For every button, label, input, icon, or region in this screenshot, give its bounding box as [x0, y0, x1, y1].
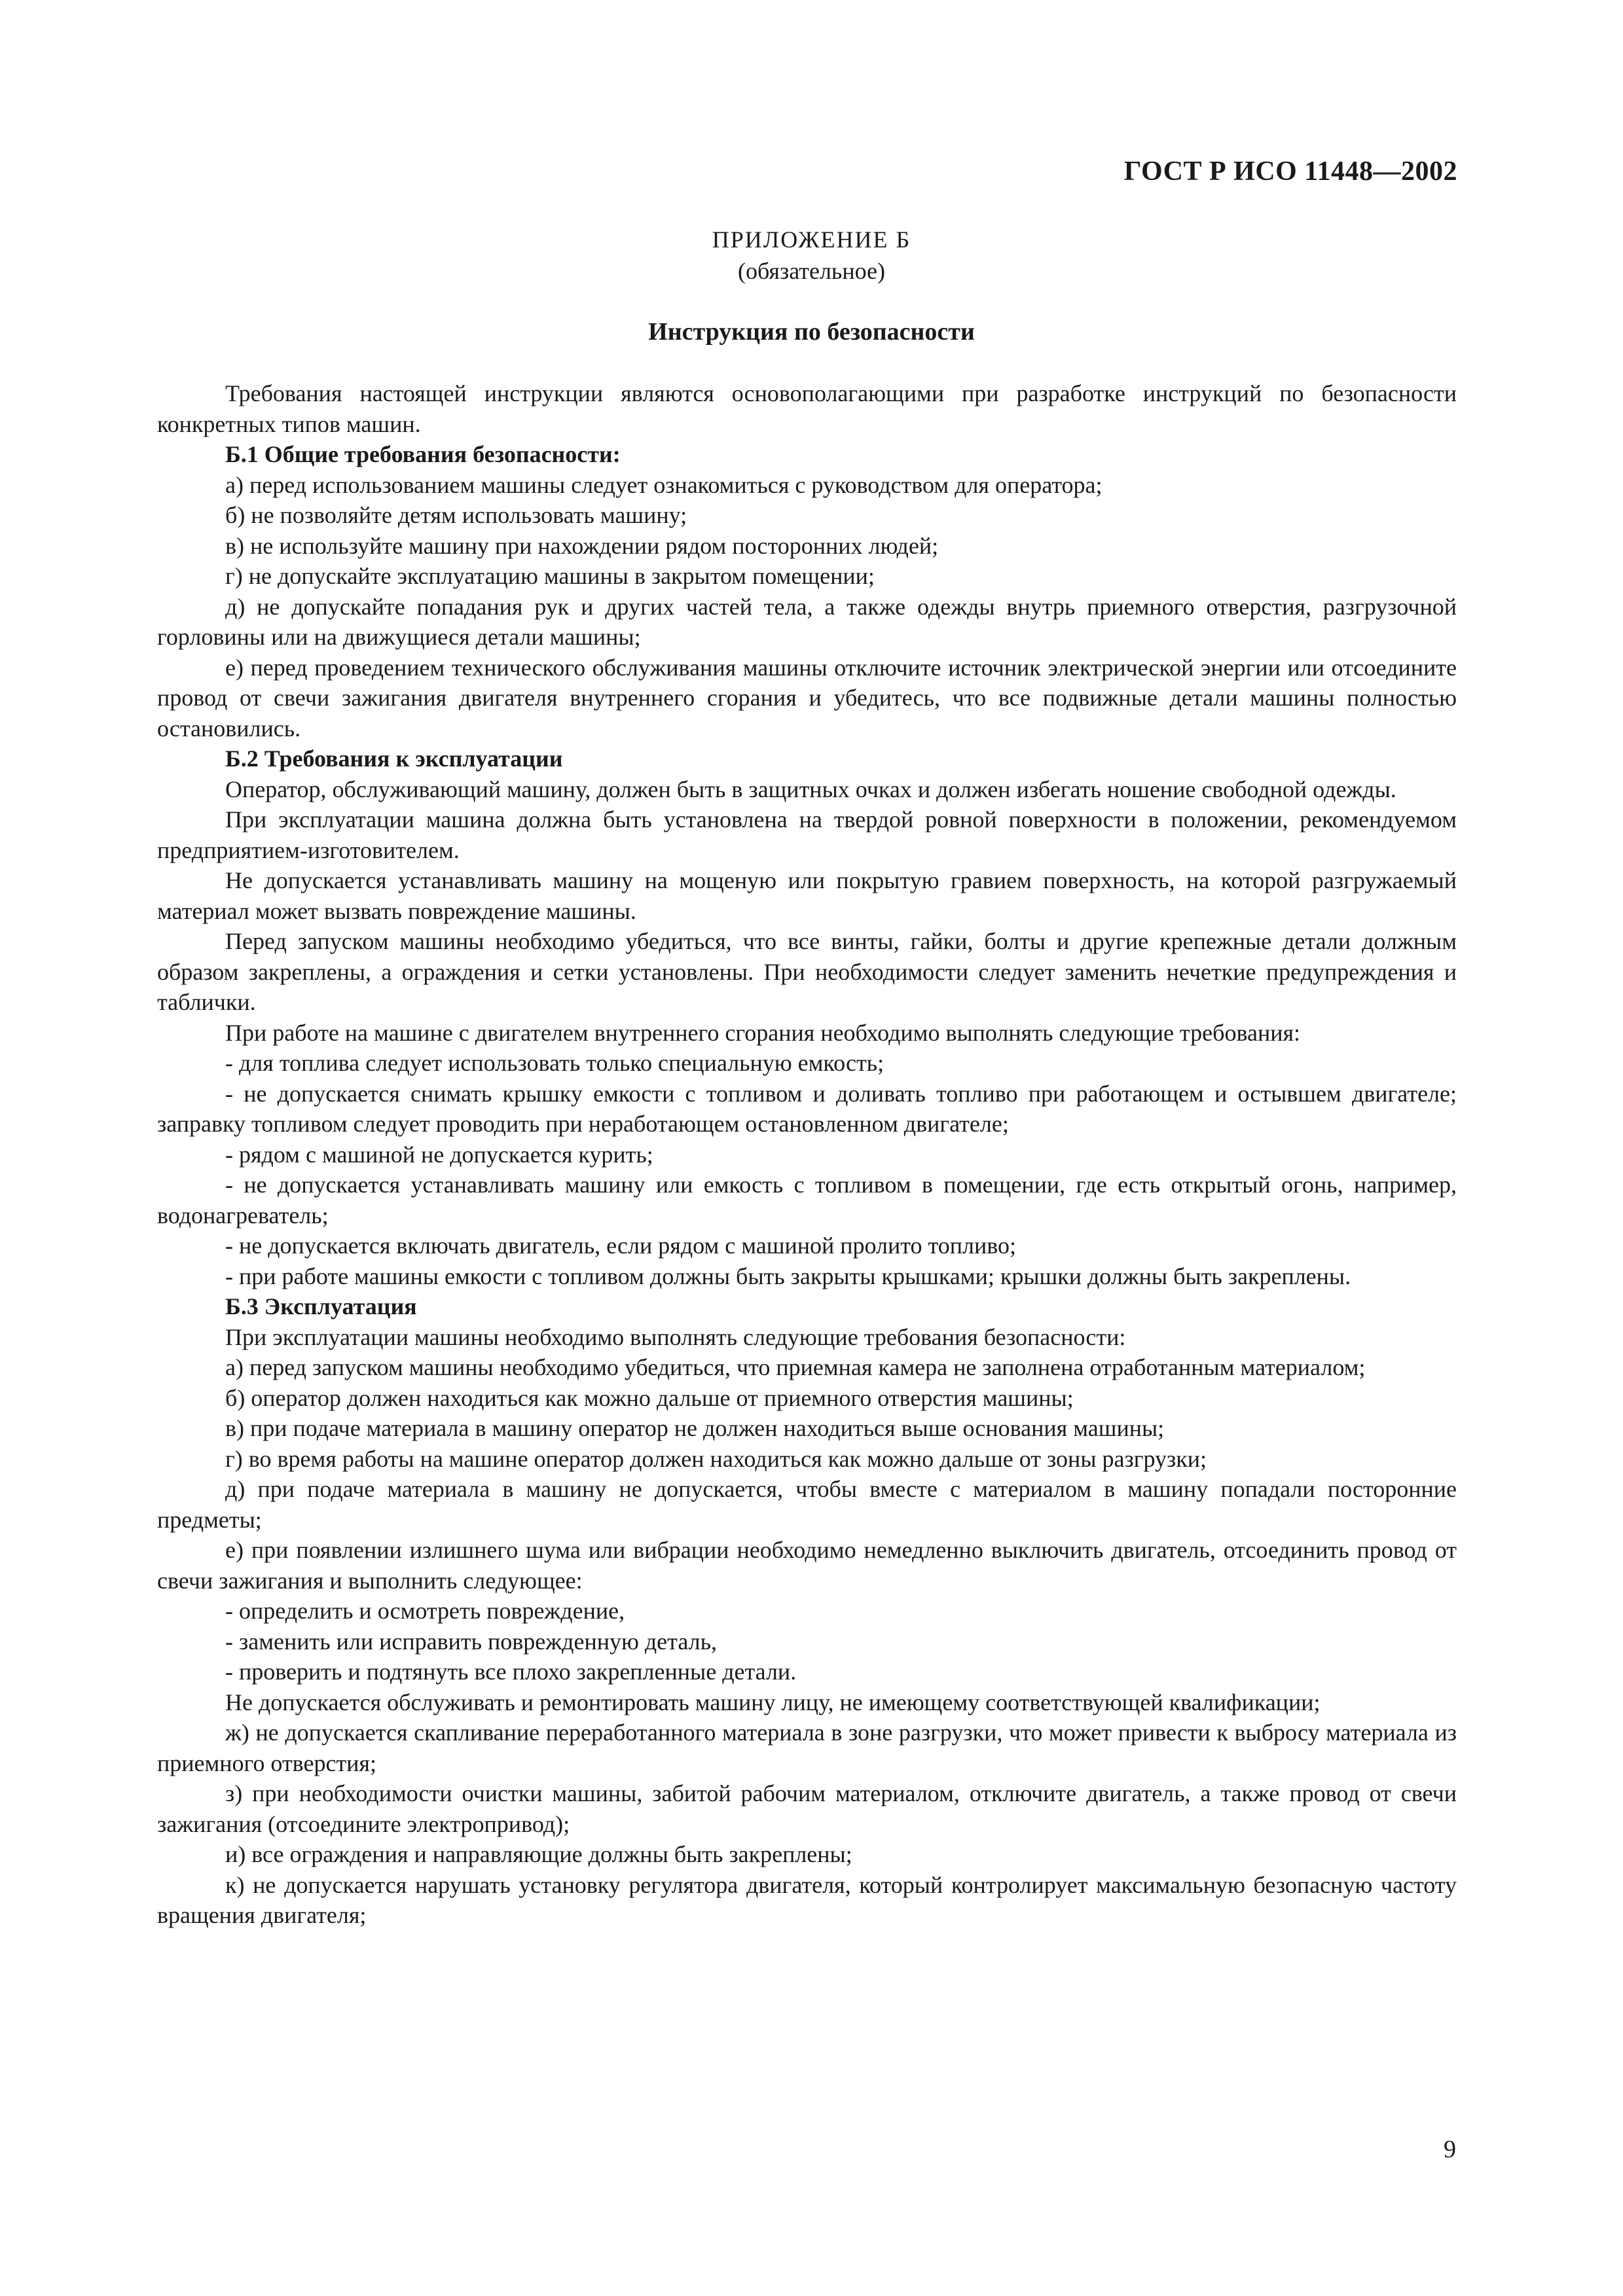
list-item: в) не используйте машину при нахождении рядом посторонних людей; — [225, 532, 939, 559]
list-item: б) оператор должен находиться как можно дальше от приемного отверстия машины; — [225, 1384, 1074, 1411]
section-heading-b3: Б.3 Эксплуатация — [225, 1293, 417, 1319]
list-item: д) при подаче материала в машину не допускается, чтобы вместе с материалом в машину попадали посторонние предметы; — [157, 1476, 1457, 1533]
document-body — [157, 378, 1457, 1931]
list-item: е) перед проведением технического обслуживания машины отключите источник электрической энергии или отсоедините провод от свечи зажигания двигателя внутреннего сгорания и убедитесь, что все подвижные детали машины полностью остановились. — [157, 654, 1457, 742]
body-paragraph: При эксплуатации машины необходимо выполнять следующие требования безопасности: — [225, 1323, 1126, 1350]
body-paragraph: Не допускается устанавливать машину на мощеную или покрытую гравием поверхность, на которой разгружаемый материал может вызвать повреждение машины. — [157, 867, 1457, 924]
dash-item: - проверить и подтянуть все плохо закрепленные детали. — [225, 1659, 797, 1685]
body-paragraph: При работе на машине с двигателем внутреннего сгорания необходимо выполнять следующие требования: — [225, 1019, 1301, 1046]
list-item: д) не допускайте попадания рук и других частей тела, а также одежды внутрь приемного отверстия, разгрузочной горловины или на движущиеся детали машины; — [157, 593, 1457, 650]
annex-title: ПРИЛОЖЕНИЕ Б — [712, 226, 911, 253]
list-item: в) при подаче материала в машину оператор не должен находиться выше основания машины; — [225, 1415, 1165, 1441]
dash-item: - при работе машины емкости с топливом должны быть закрыты крышками; крышки должны быть закреплены. — [225, 1263, 1351, 1289]
section-heading-b1: Б.1 Общие требования безопасности: — [225, 441, 621, 467]
dash-item: - заменить или исправить поврежденную деталь, — [225, 1628, 718, 1655]
body-paragraph: Перед запуском машины необходимо убедиться, что все винты, гайки, болты и другие крепежные детали должным образом закреплены, а ограждения и сетки установлены. При необходимости следует заменить нечеткие предупреждения и таблички. — [157, 928, 1457, 1015]
dash-item: - определить и осмотреть повреждение, — [225, 1598, 625, 1624]
body-paragraph: При эксплуатации машина должна быть установлена на твердой ровной поверхности в положении, рекомендуемом предприятием-изготовителем. — [157, 806, 1457, 863]
intro-paragraph: Требования настоящей инструкции являются основополагающими при разработке инструкций по безопасности конкретных типов машин. — [157, 380, 1457, 437]
dash-item: - не допускается устанавливать машину или емкость с топливом в помещении, где есть открытый огонь, например, водонагреватель; — [157, 1172, 1457, 1229]
list-item: б) не позволяйте детям использовать машину; — [225, 502, 687, 528]
dash-item: - не допускается включать двигатель, если рядом с машиной пролито топливо; — [225, 1232, 1017, 1259]
document-title: Инструкция по безопасности — [648, 318, 975, 346]
list-item: к) не допускается нарушать установку регулятора двигателя, который контролирует максимальную безопасную частоту вращения двигателя; — [157, 1871, 1457, 1928]
list-item: г) не допускайте эксплуатацию машины в закрытом помещении; — [225, 563, 875, 589]
list-item: г) во время работы на машине оператор должен находиться как можно дальше от зоны разгрузки; — [225, 1445, 1207, 1472]
list-item: з) при необходимости очистки машины, забитой рабочим материалом, отключите двигатель, а также провод от свечи зажигания (отсоедините электропривод); — [157, 1780, 1457, 1837]
dash-item: - для топлива следует использовать только специальную емкость; — [225, 1050, 884, 1076]
list-item: е) при появлении излишнего шума или вибрации необходимо немедленно выключить двигатель, отсоединить провод от свечи зажигания и выполнить следующее: — [157, 1537, 1457, 1594]
dash-item: - не допускается снимать крышку емкости с топливом и доливать топливо при работающем и остывшем двигателе; заправку топливом следует проводить при неработающем остановленном двигателе; — [157, 1080, 1457, 1137]
standard-header: ГОСТ Р ИСО 11448—2002 — [1123, 156, 1457, 187]
dash-item: - рядом с машиной не допускается курить; — [225, 1141, 653, 1168]
page-number: 9 — [1444, 2136, 1456, 2163]
body-paragraph: Не допускается обслуживать и ремонтировать машину лицу, не имеющему соответствующей квалификации; — [225, 1689, 1321, 1715]
body-paragraph: Оператор, обслуживающий машину, должен быть в защитных очках и должен избегать ношение свободной одежды. — [225, 776, 1396, 802]
list-item: ж) не допускается скапливание переработанного материала в зоне разгрузки, что может привести к выбросу материала из приемного отверстия; — [157, 1719, 1457, 1776]
annex-status: (обязательное) — [738, 258, 885, 284]
list-item: и) все ограждения и направляющие должны быть закреплены; — [225, 1841, 852, 1867]
section-heading-b2: Б.2 Требования к эксплуатации — [225, 745, 563, 772]
list-item: а) перед запуском машины необходимо убедиться, что приемная камера не заполнена отработанным материалом; — [225, 1354, 1366, 1380]
list-item: а) перед использованием машины следует ознакомиться с руководством для оператора; — [225, 471, 1103, 498]
